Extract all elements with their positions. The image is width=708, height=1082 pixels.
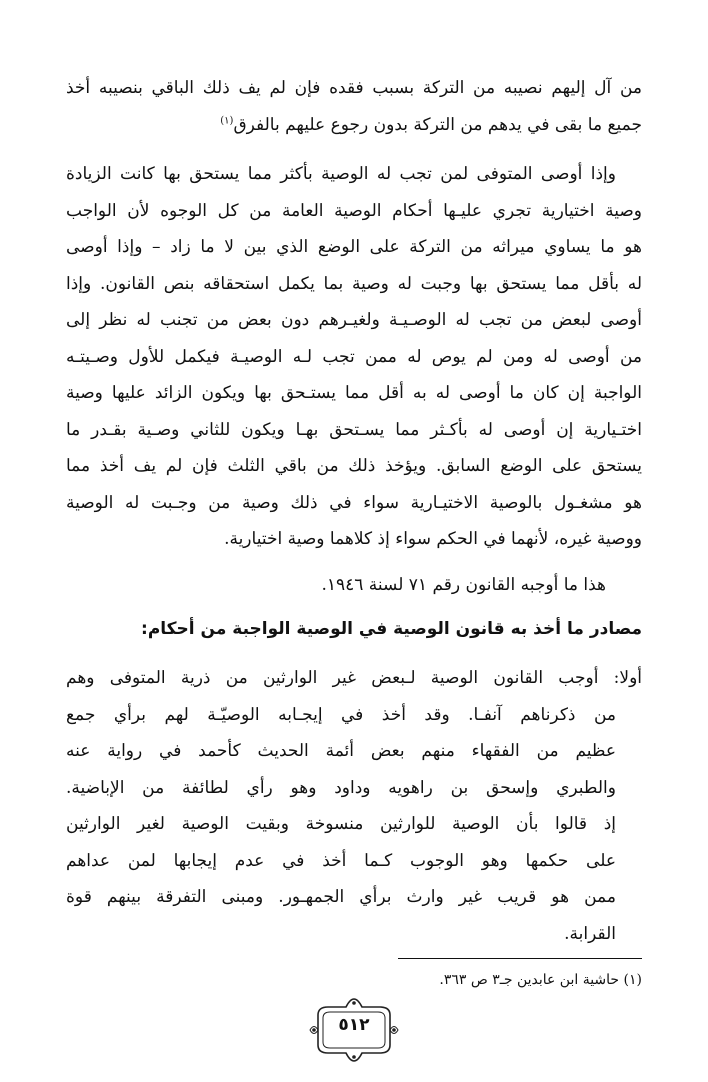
text-line: من أوصى له ومن لم يوص له ممن تجب لـه الوصيـة فيكمل للأول وصـيتـه <box>66 346 642 367</box>
text-line: أوصى لبعض من تجب له الوصـيـة ولغيـرهم دون بعض من تجنب له نظر إلى <box>66 310 642 330</box>
footnote-divider <box>398 958 642 959</box>
page-number: ٥١٢ <box>338 1015 370 1035</box>
text-line: هو ما يساوي ميراثه من التركة على الوضع الذي بين لا ما زاد – وإذا أوصى <box>66 237 642 257</box>
footnote: (١) حاشية ابن عابدين جـ٣ ص ٣٦٣. <box>439 972 642 988</box>
text-line: اختـيارية إن أوصى له بأكـثر مما يسـتحق بهـا ويكون للثاني وصـية بقـدر ما <box>66 419 642 440</box>
text-line: هو مشغـول بالوصية الاختيـارية سواء في ذلك وصية من وجـبت له الوصية <box>66 492 642 513</box>
text-line-content: جميع ما بقى في يدهم من التركة بدون رجوع عليهم بالفرق <box>233 114 642 135</box>
text-line: القرابة. <box>564 923 616 944</box>
text-line: وإذا أوصى المتوفى لمن تجب له الوصية بأكثر مما يستحق بها كانت الزيادة <box>66 164 616 184</box>
page-number-ornament <box>306 995 402 1065</box>
text-line: أولا: أوجب القانون الوصية لـبعض غير الوارثين من ذرية المتوفى وهم <box>66 668 642 688</box>
paragraph-2 <box>66 156 642 558</box>
paragraph-3 <box>66 660 642 952</box>
text-line: يستحق على الوضع السابق. ويؤخذ ذلك من باقي الثلث فإن لم يف أخذ مما <box>66 456 642 476</box>
paragraph-1 <box>66 70 642 143</box>
text-line: من آل إليهم نصيبه من التركة بسبب فقده فإن لم يف ذلك الباقي بنصيبه أخذ <box>66 78 642 98</box>
text-line: عظيم من الفقهاء منهم بعض أئمة الحديث كأحمد في رواية عنه <box>66 741 616 761</box>
text-line: وصية اختيارية تجري عليـها أحكام الوصية العامة من كل الوجوه لأن الواجب <box>66 200 642 221</box>
text-line: على حكمها وهو الوجوب كـما أخذ في عدم إيجابها لمن عداهم <box>66 850 616 871</box>
text-line <box>66 107 642 144</box>
text-line: إذ قالوا بأن الوصية للوارثين منسوخة وبقيت الوصية لغير الوارثين <box>66 814 616 834</box>
text-line: والطبري وإسحق بن راهويه وداود وهو رأي لطائفة من الإباضية. <box>66 777 616 798</box>
footnote-reference[interactable]: (١) <box>220 114 234 126</box>
law-reference-line: هذا ما أوجبه القانون رقم ٧١ لسنة ١٩٤٦. <box>321 575 606 595</box>
text-line: الواجبة إن كان ما أوصى له به أقل مما يستـحق بها ويكون الزائد عليها وصية <box>66 383 642 403</box>
text-line: له بأقل مما يستحق بها وجبت له وصية بما يكمل استحقاقه بنص القانون. وإذا <box>66 273 642 294</box>
text-line: ووصية غيره، لأنهما في الحكم سواء إذ كلاهما وصية اختيارية. <box>224 529 642 549</box>
section-heading: مصادر ما أخذ به قانون الوصية في الوصية الواجبة من أحكام: <box>141 619 642 639</box>
text-line: ممن هو قريب غير وارث برأي الجمهـور. ومبنى التفرقة بينهم قوة <box>66 887 616 907</box>
text-line: من ذكرناهم آنفـا. وقد أخذ في إيجـابه الوصيّـة لهم برأي جمع <box>66 704 616 725</box>
